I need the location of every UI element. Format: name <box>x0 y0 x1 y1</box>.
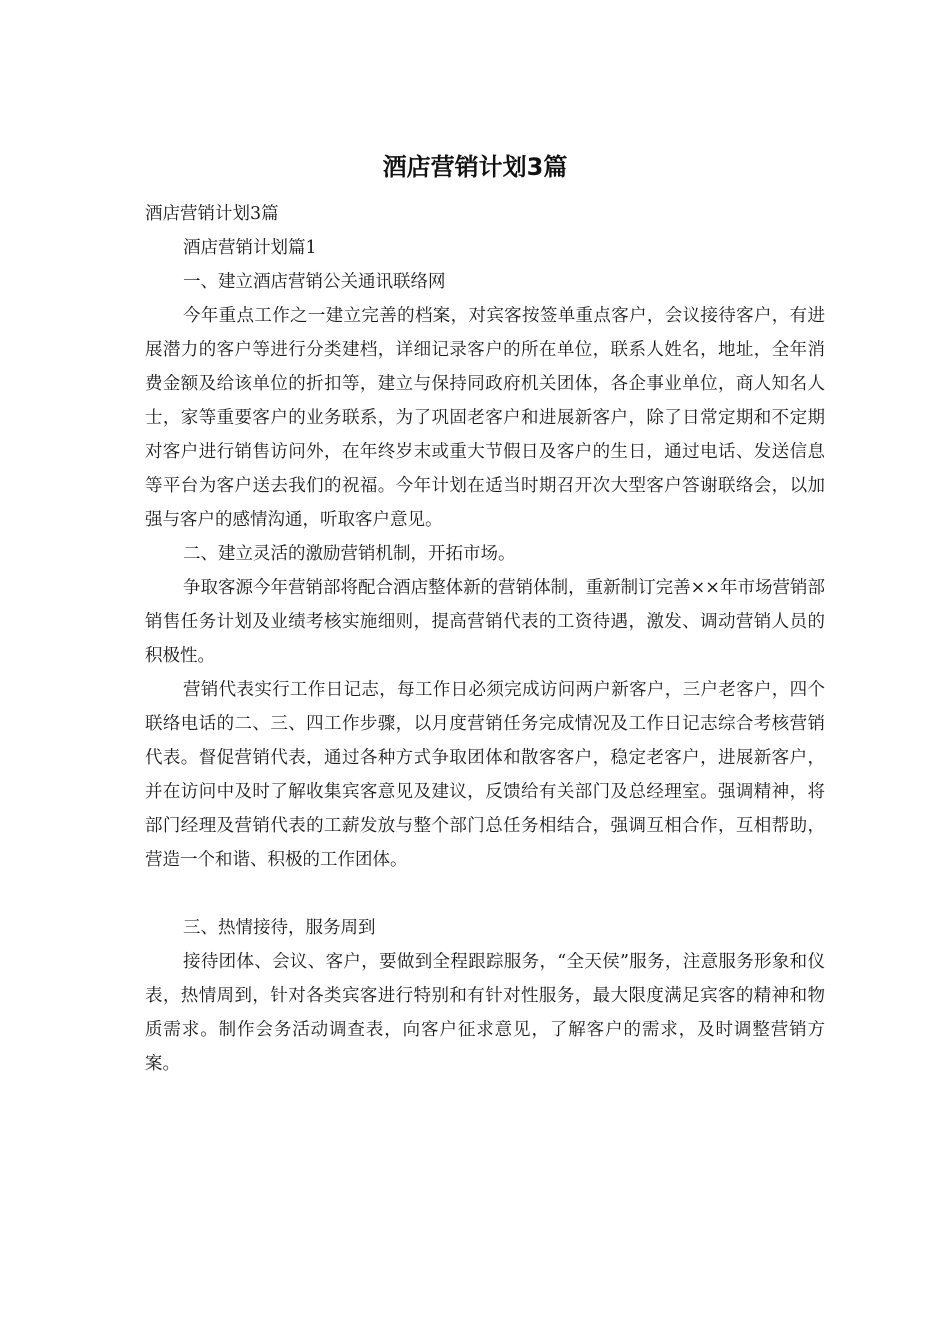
document-subtitle: 酒店营销计划3篇 <box>145 204 279 224</box>
section-heading: 酒店营销计划篇1 <box>183 238 317 258</box>
paragraph-1: 今年重点工作之一建立完善的档案，对宾客按签单重点客户，会议接待客户，有进展潜力的客户等进行分类建档，详细记录客户的所在单位，联系人姓名，地址，全年消费金额及给该单位的折扣等，建立与保持同政府机关团体，各企事业单位，商人知名人士，家等重要客户的业务联系，为了巩固老客户和进展新客户，除了日常定期和不定期对客户进行销售访问外，在年终岁末或重大节假日及客户的生日，通过电话、发送信息等平台为客户送去我们的祝福。今年计划在适当时期召开次大型客户答谢联络会，以加强与客户的感情沟通，听取客户意见。 <box>145 306 825 530</box>
document-title: 酒店营销计划3篇 <box>382 153 568 181</box>
paragraph-4: 接待团体、会议、客户，要做到全程跟踪服务，“全天侯”服务，注意服务形象和仪表，热情周到，针对各类宾客进行特别和有针对性服务，最大限度满足宾客的精神和物质需求。制作会务活动调查表，向客户征求意见，了解客户的需求，及时调整营销方案。 <box>145 952 825 1074</box>
paragraph-spacer <box>145 877 825 911</box>
heading-1: 一、建立酒店营销公关通讯联络网 <box>183 272 446 292</box>
paragraph-2: 争取客源今年营销部将配合酒店整体新的营销体制，重新制订完善××年市场营销部销售任务计划及业绩考核实施细则，提高营销代表的工资待遇，激发、调动营销人员的积极性。 <box>145 578 825 666</box>
document-body <box>145 197 825 1081</box>
heading-2: 二、建立灵活的激励营销机制，开拓市场。 <box>183 544 516 564</box>
heading-3: 三、热情接待，服务周到 <box>183 918 376 938</box>
paragraph-3: 营销代表实行工作日记志，每工作日必须完成访问两户新客户，三户老客户，四个联络电话的二、三、四工作步骤，以月度营销任务完成情况及工作日记志综合考核营销代表。督促营销代表，通过各种方式争取团体和散客客户，稳定老客户，进展新客户，并在访问中及时了解收集宾客意见及建议，反馈给有关部门及总经理室。强调精神，将部门经理及营销代表的工薪发放与整个部门总任务相结合，强调互相合作，互相帮助，营造一个和谐、积极的工作团体。 <box>145 680 825 870</box>
